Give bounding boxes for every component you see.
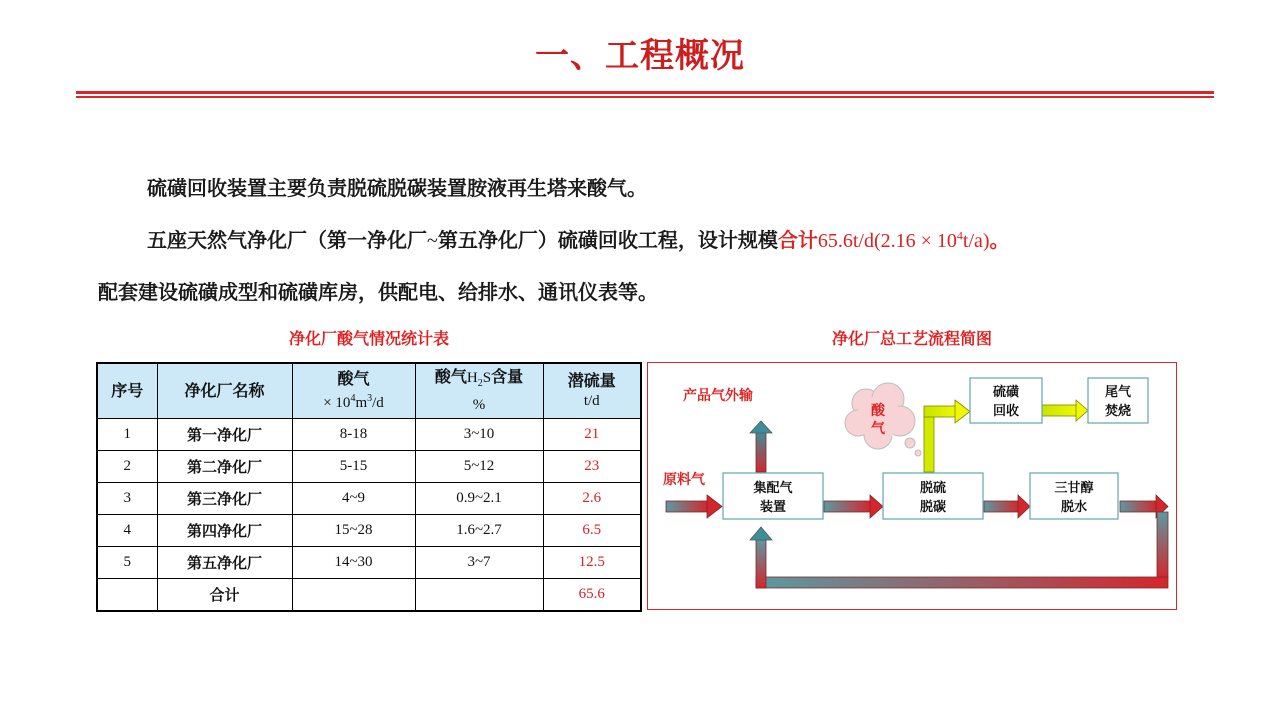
table-caption: 净化厂酸气情况统计表 xyxy=(288,329,449,348)
cell-sulfur: 2.6 xyxy=(543,483,641,515)
raw-gas-label: 原料气 xyxy=(663,472,705,488)
table-row xyxy=(97,547,641,579)
acid-gas-label-2: 气 xyxy=(871,421,885,437)
header-h2s: 酸气$H_2S$含量 % xyxy=(415,363,543,419)
paragraph-2 xyxy=(147,224,1010,253)
svg-text:脱硫: 脱硫 xyxy=(919,481,947,496)
cell-total-acid xyxy=(292,579,415,612)
cell-h2s: 3~7 xyxy=(415,547,543,579)
header-seq: 序号 xyxy=(97,363,157,419)
desulf-to-teg-arrow xyxy=(984,495,1030,518)
table-total-row xyxy=(97,579,641,612)
paragraph-2-mid: 第五净化厂）硫磺回收工程，设计规模 xyxy=(437,228,778,252)
svg-text:脱水: 脱水 xyxy=(1060,500,1088,515)
gather-to-desulf-arrow xyxy=(824,495,883,518)
svg-text:装置: 装置 xyxy=(759,500,787,515)
cell-seq: 3 xyxy=(97,483,157,515)
sulfur-recovery-box xyxy=(970,378,1042,423)
tail-gas-incineration-box xyxy=(1088,378,1148,423)
acid-gas-cloud xyxy=(845,383,921,456)
header-sulfur: 潜硫量 t/d xyxy=(543,363,641,419)
cell-total-h2s xyxy=(415,579,543,612)
cell-name: 第五净化厂 xyxy=(157,547,292,579)
svg-text:脱碳: 脱碳 xyxy=(919,500,947,515)
cell-h2s: 5~12 xyxy=(415,451,543,483)
cell-seq: 5 xyxy=(97,547,157,579)
paragraph-2-highlight: 合计 xyxy=(777,228,818,252)
cell-name: 第四净化厂 xyxy=(157,515,292,547)
cell-total-label: 合计 xyxy=(157,579,292,612)
title-rule-bottom xyxy=(76,96,1214,98)
cell-sulfur: 23 xyxy=(543,451,641,483)
page-title: 一、工程概况 xyxy=(535,36,745,76)
paragraph-3: 配套建设硫磺成型和硫磺库房，供配电、给排水、通讯仪表等。 xyxy=(98,280,658,304)
cell-name: 第三净化厂 xyxy=(157,483,292,515)
cell-sulfur: 21 xyxy=(543,419,641,451)
product-gas-arrow xyxy=(750,421,772,472)
cell-seq: 1 xyxy=(97,419,157,451)
acid-gas-arrow xyxy=(924,400,970,472)
cell-h2s: 0.9~2.1 xyxy=(415,483,543,515)
paragraph-2-sup: 4 xyxy=(956,228,963,243)
paragraph-2-value-end: t/a) xyxy=(962,230,990,252)
cell-sulfur: 12.5 xyxy=(543,547,641,579)
process-flow-svg xyxy=(648,363,1176,609)
paragraph-2-prefix: 五座天然气净化厂（第一净化厂 xyxy=(147,228,427,252)
header-name: 净化厂名称 xyxy=(157,363,292,419)
cell-acid: 4~9 xyxy=(292,483,415,515)
svg-text:回收: 回收 xyxy=(992,404,1020,419)
raw-gas-arrow xyxy=(666,495,722,518)
desulfurization-box xyxy=(883,473,983,519)
process-flow-diagram xyxy=(647,362,1177,610)
return-loop-arrow xyxy=(750,512,1168,588)
cell-name: 第一净化厂 xyxy=(157,419,292,451)
svg-text:集配气: 集配气 xyxy=(753,481,793,496)
table-row xyxy=(97,451,641,483)
cell-total-seq xyxy=(97,579,157,612)
acid-gas-label-1: 酸 xyxy=(871,403,885,419)
cell-h2s: 1.6~2.7 xyxy=(415,515,543,547)
table-header-row xyxy=(97,363,641,419)
paragraph-2-end: 。 xyxy=(989,228,1010,252)
teg-dehydration-box xyxy=(1030,473,1118,519)
cell-seq: 4 xyxy=(97,515,157,547)
svg-text:三甘醇: 三甘醇 xyxy=(1054,481,1094,496)
gather-station-box xyxy=(723,473,823,519)
svg-text:硫磺: 硫磺 xyxy=(992,385,1020,400)
cell-sulfur: 6.5 xyxy=(543,515,641,547)
flow-caption: 净化厂总工艺流程简图 xyxy=(831,329,992,348)
cell-name: 第二净化厂 xyxy=(157,451,292,483)
title-rule-top xyxy=(76,91,1214,94)
table-row xyxy=(97,419,641,451)
svg-text:焚烧: 焚烧 xyxy=(1104,404,1132,419)
cell-seq: 2 xyxy=(97,451,157,483)
cell-acid: 14~30 xyxy=(292,547,415,579)
cell-acid: 15~28 xyxy=(292,515,415,547)
paragraph-1: 硫磺回收装置主要负责脱硫脱碳装置胺液再生塔来酸气。 xyxy=(147,176,647,200)
cell-total-sulfur: 65.6 xyxy=(543,579,641,612)
sulfur-to-tail-arrow xyxy=(1041,400,1088,421)
paragraph-2-tilde: ~ xyxy=(427,230,438,252)
svg-text:尾气: 尾气 xyxy=(1104,385,1132,400)
paragraph-2-value: 65.6t/d(2.16 × 10 xyxy=(817,230,957,252)
cell-acid: 8-18 xyxy=(292,419,415,451)
product-gas-label: 产品气外输 xyxy=(683,388,753,404)
table-row xyxy=(97,483,641,515)
header-acid-gas: 酸气 × $10^4m^3/d$ xyxy=(292,363,415,419)
acid-gas-table xyxy=(96,362,642,612)
cell-acid: 5-15 xyxy=(292,451,415,483)
table-row xyxy=(97,515,641,547)
cell-h2s: 3~10 xyxy=(415,419,543,451)
